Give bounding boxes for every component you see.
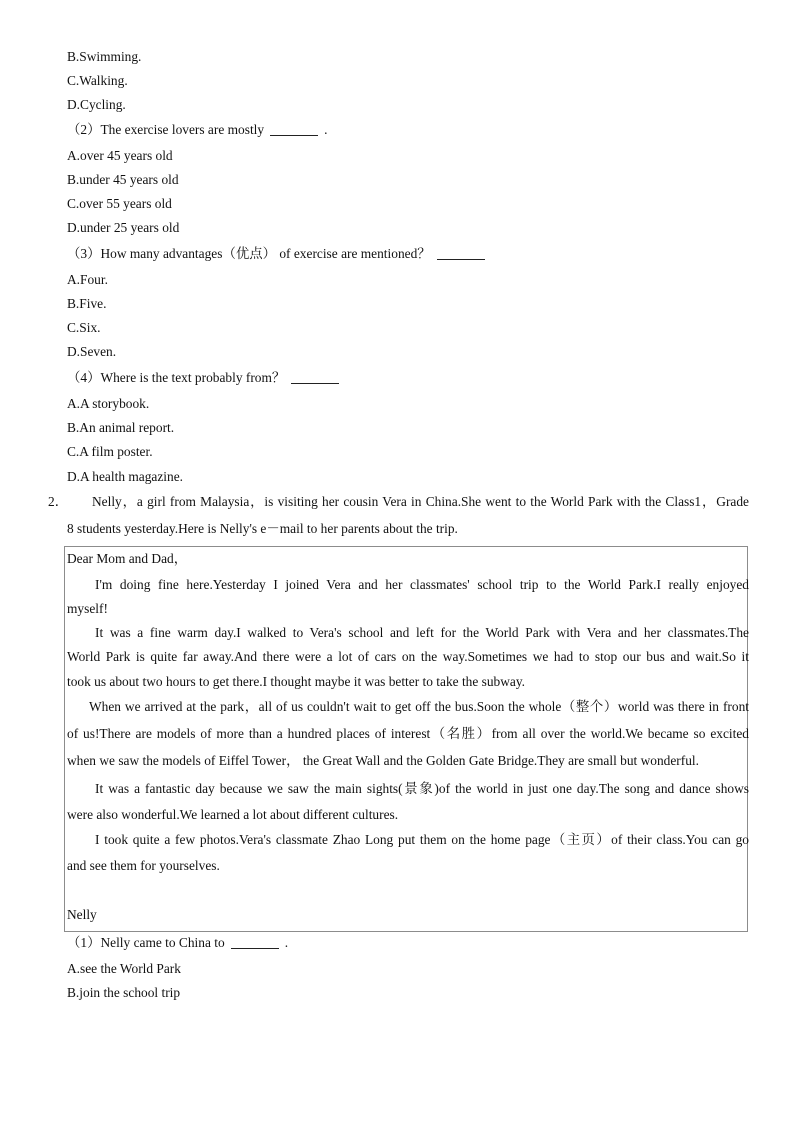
q1-2-stem-line (67, 122, 327, 138)
q2-1-option-b: B.join the school trip (67, 985, 181, 1000)
q1-1-option-b: B.Swimming. (67, 49, 142, 64)
letter-p5-line-1: I took quite a few photos.Vera's classmate Zhao Long put them on the home page（主页）of their class.You can go (95, 832, 749, 847)
q2-1-end: . (284, 935, 289, 950)
q1-4-option-c: C.A film poster. (67, 444, 153, 459)
answer-blank[interactable] (291, 371, 339, 384)
question-number: 2． (48, 494, 69, 509)
q1-3-option-c: C.Six. (67, 320, 101, 335)
q1-3-option-d: D.Seven. (67, 344, 117, 359)
letter-p1-line-2: myself! (67, 601, 108, 616)
q1-3-option-a: A.Four. (67, 272, 108, 287)
q1-1-option-d: D.Cycling. (67, 97, 126, 112)
letter-p1-line-1: I'm doing fine here.Yesterday I joined Vera and her classmates' school trip to the World Park.I really enjoyed (95, 577, 749, 592)
q1-4-option-d: D.A health magazine. (67, 469, 184, 484)
q1-3-option-b: B.Five. (67, 296, 107, 311)
letter-p3-line-1: When we arrived at the park，all of us couldn't wait to get off the bus.Soon the whole（整个）world was there in front (89, 699, 749, 714)
answer-blank[interactable] (231, 936, 279, 949)
letter-p3-line-3: when we saw the models of Eiffel Tower， the Great Wall and the Golden Gate Bridge.They are small but wonderful. (67, 753, 699, 768)
q1-2-option-a: A.over 45 years old (67, 148, 173, 163)
letter-p4-line-2: were also wonderful.We learned a lot about different cultures. (67, 807, 399, 822)
q1-2-end: . (324, 122, 328, 137)
letter-p4-line-1: It was a fantastic day because we saw the main sights(景象)of the world in just one day.The song and dance shows (95, 781, 749, 796)
q1-2-option-b: B.under 45 years old (67, 172, 179, 187)
q1-2-option-c: C.over 55 years old (67, 196, 172, 211)
q1-4-stem: （4）Where is the text probably from？ (67, 370, 286, 385)
answer-blank[interactable] (437, 247, 485, 260)
q1-4-option-a: A.A storybook. (67, 396, 150, 411)
letter-signature: Nelly (67, 907, 97, 922)
q2-intro-line-2: 8 students yesterday.Here is Nelly's e－mail to her parents about the trip. (67, 521, 458, 536)
letter-p2-line-1: It was a fine warm day.I walked to Vera's school and left for the World Park with Vera and her classmates.The (95, 625, 749, 640)
q1-1-option-c: C.Walking. (67, 73, 128, 88)
q2-1-stem: （1）Nelly came to China to (67, 935, 225, 950)
q1-4-stem-line (67, 370, 345, 386)
letter-p5-line-2: and see them for yourselves. (67, 858, 220, 873)
answer-blank[interactable] (270, 123, 318, 136)
q1-2-stem: （2）The exercise lovers are mostly (67, 122, 265, 137)
letter-p2-line-3: took us about two hours to get there.I thought maybe it was better to take the subway. (67, 674, 526, 689)
q2-intro-line-1: Nelly，a girl from Malaysia，is visiting her cousin Vera in China.She went to the World Park with the Class1，Grade (92, 494, 749, 509)
q1-3-stem-line (67, 246, 491, 262)
q2-1-stem-line (67, 935, 288, 951)
letter-p2-line-2: World Park is quite far away.And there were a lot of cars on the way.Sometimes we had to stop our bus and wait.So it (67, 649, 749, 664)
q1-4-option-b: B.An animal report. (67, 420, 175, 435)
letter-greeting: Dear Mom and Dad， (67, 551, 188, 566)
q1-3-stem: （3）How many advantages（优点） of exercise are mentioned？ (67, 246, 431, 261)
letter-p3-line-2: of us!There are models of more than a hundred places of interest（名胜）from all over the world.We became so excited (67, 726, 749, 741)
q1-2-option-d: D.under 25 years old (67, 220, 180, 235)
q2-1-option-a: A.see the World Park (67, 961, 181, 976)
